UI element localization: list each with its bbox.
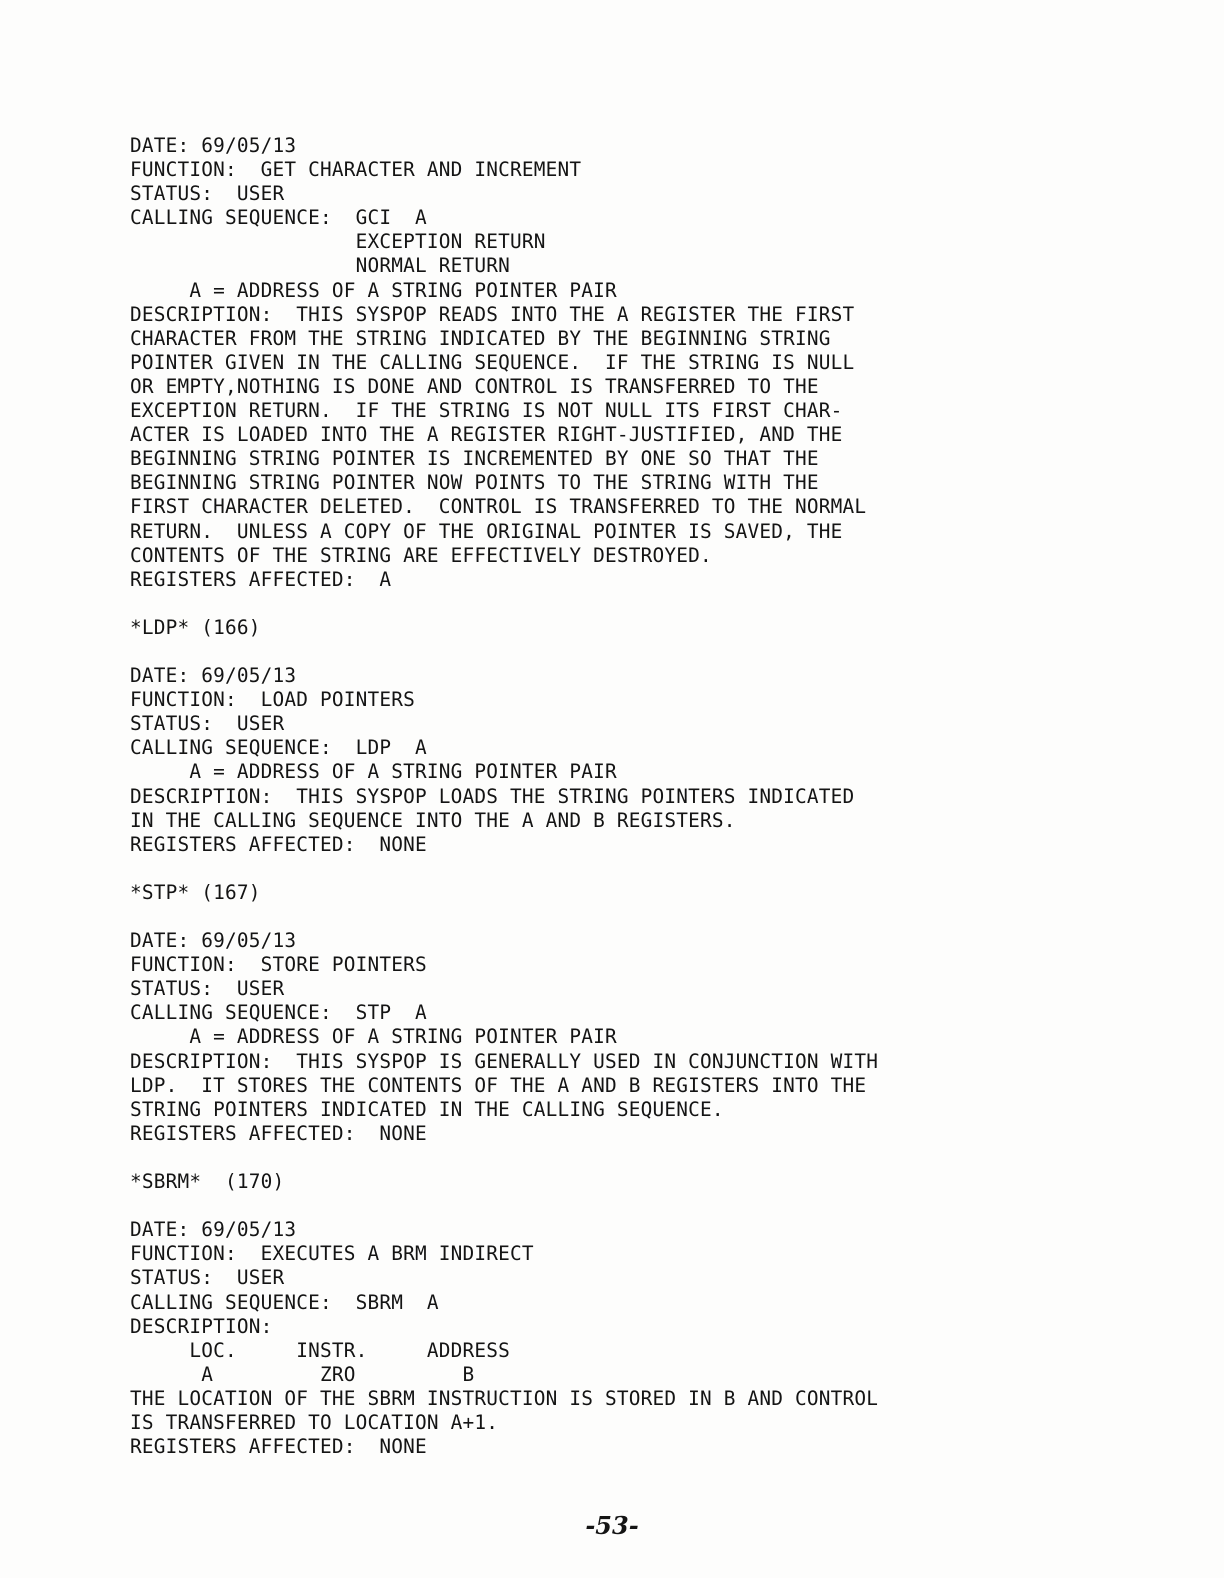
date-line: DATE: 69/05/13 bbox=[130, 134, 297, 157]
calling-sequence-line: CALLING SEQUENCE: SBRM A bbox=[130, 1290, 439, 1314]
description-line: BEGINNING STRING POINTER IS INCREMENTED BY ONE SO THAT THE bbox=[130, 447, 819, 471]
status-line: STATUS: USER bbox=[130, 182, 285, 206]
description-line: EXCEPTION RETURN. IF THE STRING IS NOT NULL ITS FIRST CHAR- bbox=[130, 399, 843, 423]
description-label: DESCRIPTION: bbox=[130, 1314, 273, 1338]
instruction-table-header: LOC. INSTR. ADDRESS bbox=[130, 1338, 510, 1362]
registers-affected-line: REGISTERS AFFECTED: NONE bbox=[130, 832, 427, 856]
calling-sequence-line: NORMAL RETURN bbox=[130, 254, 510, 278]
page-number: -53- bbox=[585, 1511, 639, 1540]
spacer bbox=[130, 1146, 1090, 1170]
operand-line: A = ADDRESS OF A STRING POINTER PAIR bbox=[130, 760, 617, 784]
description-line: BEGINNING STRING POINTER NOW POINTS TO THE STRING WITH THE bbox=[130, 471, 819, 495]
description-line: CONTENTS OF THE STRING ARE EFFECTIVELY DESTROYED. bbox=[130, 543, 712, 567]
entry-title: *LDP* (166) bbox=[130, 615, 261, 639]
spacer bbox=[130, 1194, 1090, 1218]
instruction-table-row: A ZRO B bbox=[130, 1362, 475, 1386]
entry-title: *SBRM* (170) bbox=[130, 1170, 285, 1194]
status-line: STATUS: USER bbox=[130, 1266, 285, 1290]
registers-affected-line: REGISTERS AFFECTED: NONE bbox=[130, 1121, 427, 1145]
function-line: FUNCTION: LOAD POINTERS bbox=[130, 688, 415, 712]
description-line: POINTER GIVEN IN THE CALLING SEQUENCE. IF THE STRING IS NULL bbox=[130, 350, 855, 374]
description-line: DESCRIPTION: THIS SYSPOP READS INTO THE A REGISTER THE FIRST bbox=[130, 302, 855, 326]
calling-sequence-line: CALLING SEQUENCE: STP A bbox=[130, 1001, 427, 1025]
spacer bbox=[130, 640, 1090, 664]
description-line: LDP. IT STORES THE CONTENTS OF THE A AND B REGISTERS INTO THE bbox=[130, 1073, 867, 1097]
description-line: STRING POINTERS INDICATED IN THE CALLING SEQUENCE. bbox=[130, 1097, 724, 1121]
spacer bbox=[130, 905, 1090, 929]
calling-sequence-line: CALLING SEQUENCE: GCI A bbox=[130, 206, 427, 230]
date-line: DATE: 69/05/13 bbox=[130, 1218, 297, 1242]
function-line: FUNCTION: GET CHARACTER AND INCREMENT bbox=[130, 158, 582, 182]
spacer bbox=[130, 592, 1090, 616]
description-line: IS TRANSFERRED TO LOCATION A+1. bbox=[130, 1410, 499, 1434]
description-line: FIRST CHARACTER DELETED. CONTROL IS TRANSFERRED TO THE NORMAL bbox=[130, 495, 867, 519]
registers-affected-line: REGISTERS AFFECTED: NONE bbox=[130, 1435, 427, 1459]
description-line: ACTER IS LOADED INTO THE A REGISTER RIGHT-JUSTIFIED, AND THE bbox=[130, 423, 843, 447]
calling-sequence-line: EXCEPTION RETURN bbox=[130, 230, 546, 254]
description-line: RETURN. UNLESS A COPY OF THE ORIGINAL POINTER IS SAVED, THE bbox=[130, 519, 843, 543]
function-line: FUNCTION: EXECUTES A BRM INDIRECT bbox=[130, 1242, 534, 1266]
operand-line: A = ADDRESS OF A STRING POINTER PAIR bbox=[130, 1025, 617, 1049]
function-line: FUNCTION: STORE POINTERS bbox=[130, 953, 427, 977]
entry-title: *STP* (167) bbox=[130, 880, 261, 904]
date-line: DATE: 69/05/13 bbox=[130, 664, 297, 688]
document-text bbox=[130, 134, 1090, 1459]
status-line: STATUS: USER bbox=[130, 712, 285, 736]
description-line: DESCRIPTION: THIS SYSPOP IS GENERALLY USED IN CONJUNCTION WITH bbox=[130, 1049, 879, 1073]
calling-sequence-line: CALLING SEQUENCE: LDP A bbox=[130, 736, 427, 760]
registers-affected-line: REGISTERS AFFECTED: A bbox=[130, 567, 392, 591]
description-line: IN THE CALLING SEQUENCE INTO THE A AND B REGISTERS. bbox=[130, 808, 736, 832]
date-line: DATE: 69/05/13 bbox=[130, 929, 297, 953]
description-line: THE LOCATION OF THE SBRM INSTRUCTION IS STORED IN B AND CONTROL bbox=[130, 1386, 879, 1410]
description-line: OR EMPTY,NOTHING IS DONE AND CONTROL IS TRANSFERRED TO THE bbox=[130, 374, 819, 398]
description-line: DESCRIPTION: THIS SYSPOP LOADS THE STRING POINTERS INDICATED bbox=[130, 784, 855, 808]
operand-line: A = ADDRESS OF A STRING POINTER PAIR bbox=[130, 278, 617, 302]
spacer bbox=[130, 857, 1090, 881]
description-line: CHARACTER FROM THE STRING INDICATED BY THE BEGINNING STRING bbox=[130, 326, 831, 350]
status-line: STATUS: USER bbox=[130, 977, 285, 1001]
